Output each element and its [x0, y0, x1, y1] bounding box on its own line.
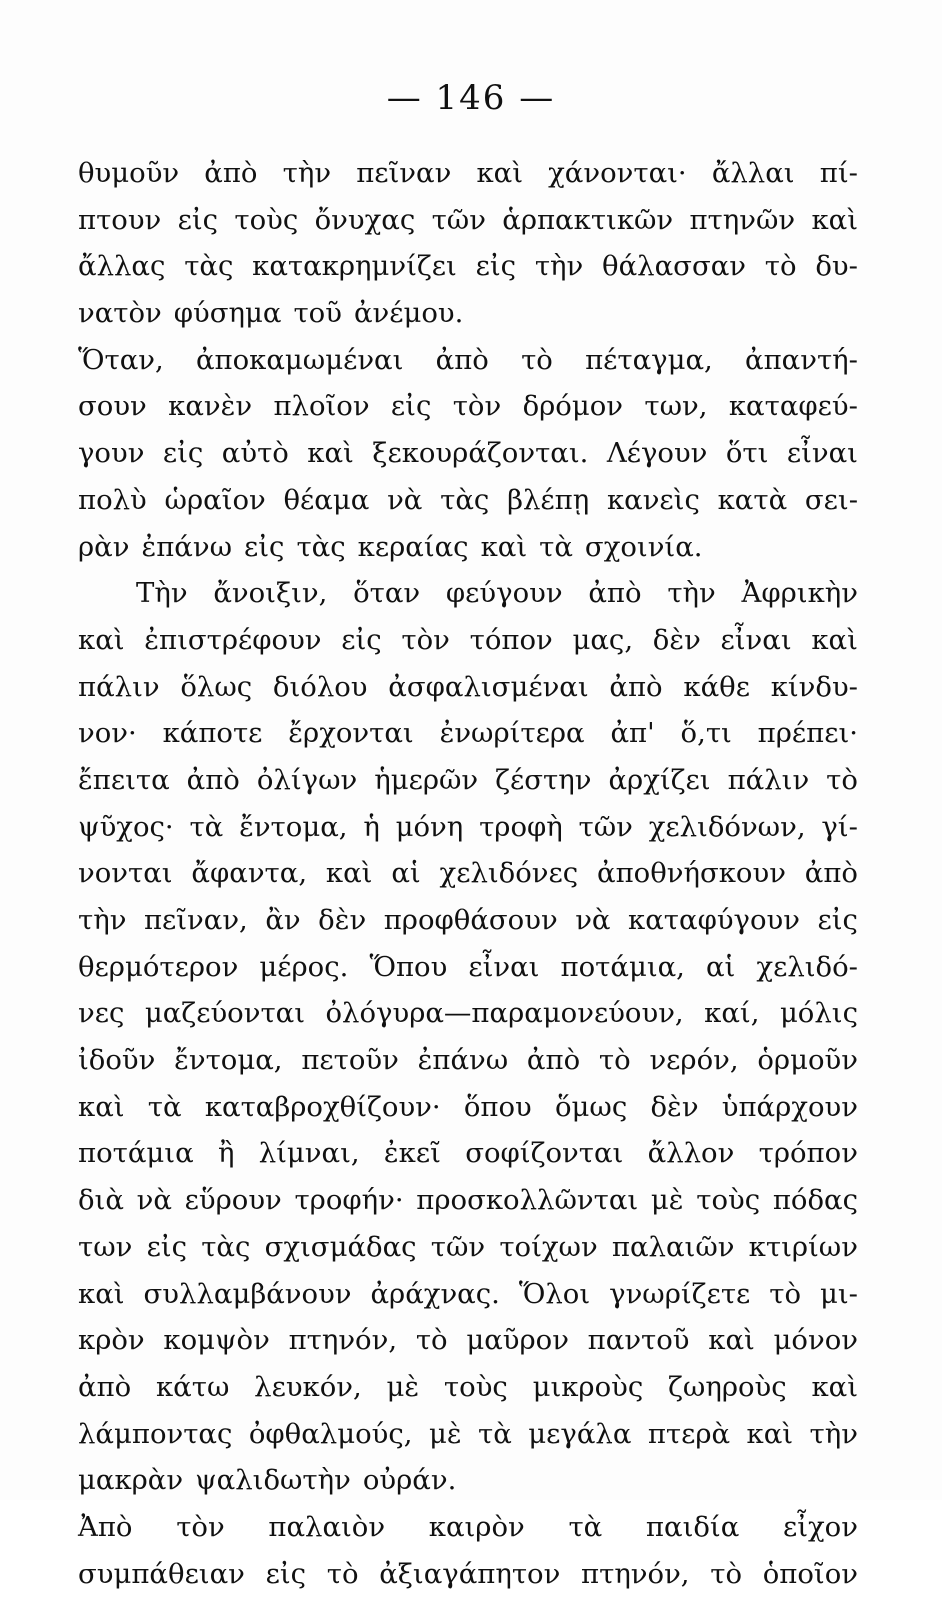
word: αὐτὸ [221, 437, 289, 470]
word: νον· [78, 717, 137, 750]
word: ὀφθαλμούς, [248, 1417, 413, 1450]
word: προφθάσουν [383, 904, 558, 936]
word: ὀλίγων [256, 763, 358, 796]
text-line [78, 1130, 858, 1177]
word: θέαμα [283, 483, 370, 516]
word: δὲν [318, 904, 367, 936]
word: ἐνωρίτερα [439, 717, 585, 750]
word: πάλιν [727, 763, 810, 796]
word: ἄλλαι [711, 157, 795, 189]
word: παντοῦ [587, 1324, 690, 1357]
word: ἀπὸ [526, 1044, 581, 1077]
word: πετοῦν [301, 1044, 399, 1077]
word: μέρος. [259, 950, 349, 983]
word: τὰς [184, 250, 234, 283]
word: χελιδόνων, [648, 810, 806, 843]
word: εἶχον [782, 1510, 858, 1543]
word: νερόν, [649, 1044, 739, 1077]
word: τῶν [431, 203, 486, 236]
word: ἄφαντα, [191, 857, 308, 890]
word: ὅλως [180, 670, 253, 703]
word: ζέστην [495, 763, 592, 796]
word: ἐπάνω [417, 1044, 509, 1077]
word: ζωηροὺς [668, 1370, 787, 1403]
text-line [78, 617, 858, 664]
word: των, [644, 390, 708, 423]
word: πτηνόν, [581, 1557, 690, 1590]
word: γί- [821, 810, 858, 843]
word: τὴν [282, 157, 332, 189]
word: Ὅλοι [518, 1277, 591, 1310]
word: τὸ [764, 250, 797, 283]
word: δρόμον [522, 390, 624, 423]
word: μόνη [395, 810, 464, 843]
text-line [78, 1271, 858, 1318]
word: τὸ [710, 1557, 743, 1590]
word: τὴν [534, 250, 584, 283]
word: Τὴν [136, 577, 188, 610]
word: τὰ [478, 1417, 512, 1450]
word: ὅ,τι [680, 717, 732, 750]
word: ἀπὸ [78, 1370, 132, 1403]
word: τὰς [440, 483, 490, 516]
word: καιρὸν [428, 1510, 525, 1543]
word: πεῖναν, [143, 904, 248, 936]
text-line [78, 1551, 858, 1597]
word: καταφεύ- [728, 390, 858, 423]
word: πέταγμα, [585, 343, 713, 376]
word: κάποτε [162, 717, 263, 750]
word: τροφήν· [294, 1184, 404, 1217]
word: τὰς [201, 1230, 251, 1263]
text-line [78, 1037, 858, 1084]
word: κίνδυ- [770, 670, 858, 703]
word: μαζεύονται [144, 997, 306, 1030]
text-line [78, 1364, 858, 1411]
word: τῶν [578, 810, 633, 843]
word: βλέπῃ [507, 483, 590, 516]
word: εἶναι [786, 437, 858, 470]
word: ἄλλας [78, 250, 166, 283]
text-line [78, 524, 858, 571]
word: τὸν [176, 1510, 225, 1543]
text-line [78, 1084, 858, 1131]
word: μὲ [650, 1184, 684, 1217]
word: θάλασσαν [602, 250, 747, 283]
word: τροφὴ [479, 810, 563, 843]
word: προσκολλῶνται [416, 1184, 639, 1217]
word: θυμοῦν [78, 157, 180, 189]
word: μὲ [428, 1417, 462, 1450]
word: σει- [804, 483, 858, 516]
word: τὴν [809, 1417, 858, 1450]
word: καὶ [811, 1370, 858, 1403]
word: αἱ [391, 857, 421, 890]
word: κομψὸν [163, 1324, 270, 1357]
word: μαῦρον [466, 1324, 569, 1357]
word: ἁρπακτικῶν [502, 203, 674, 236]
word: τρόπον [758, 1137, 858, 1170]
word: καὶ [476, 157, 523, 189]
word: ἢ [217, 1137, 235, 1170]
word: συμπάθειαν [78, 1557, 245, 1590]
word: καὶ [78, 1277, 125, 1310]
page-number: — 146 — [386, 78, 556, 118]
word: ἀπὸ [204, 157, 258, 189]
word: μικροὺς [532, 1370, 644, 1403]
text-line [78, 1504, 858, 1551]
word: ὁρμοῦν [757, 1044, 858, 1077]
word: εἰς [146, 1230, 187, 1263]
word: καὶ [708, 1324, 755, 1357]
word: ἀράχνας. [370, 1277, 500, 1310]
word: ἀπὸ [804, 857, 858, 890]
word: μακρὰν [78, 1464, 184, 1497]
word: χάνονται· [548, 157, 687, 189]
word: τοὺς [234, 203, 299, 236]
word: καὶ [811, 203, 858, 236]
word: ἡ [363, 810, 380, 843]
word: λάμποντας [78, 1417, 233, 1450]
word: τοὺς [696, 1184, 761, 1217]
word: ὅμως [555, 1090, 628, 1123]
word: ὁποῖον [762, 1557, 858, 1590]
word: εἰς [341, 623, 382, 656]
word: σοφίζονται [465, 1137, 624, 1170]
word: ὀλόγυρα—παραμονεύουν, [325, 997, 684, 1030]
word: μεγάλα [528, 1417, 632, 1450]
word: πόδας [772, 1184, 858, 1217]
word: ἄνοιξιν, [213, 577, 328, 610]
word: κεραίας [357, 530, 469, 563]
word: νες [78, 997, 125, 1030]
word: νονται [78, 857, 173, 890]
text-line [78, 337, 858, 384]
word: τόπον [469, 623, 553, 656]
text-line [78, 990, 858, 1037]
word: τὸ [415, 1324, 448, 1357]
text-line [78, 290, 858, 337]
text-line [78, 710, 858, 757]
word: νὰ [136, 1184, 172, 1217]
word: εἰς [244, 530, 285, 563]
word: τὰς [296, 530, 346, 563]
word: ὑπάρχουν [721, 1090, 858, 1123]
word: θερμότερον [78, 950, 239, 983]
word: εἰς [475, 250, 517, 283]
text-line [78, 1177, 858, 1224]
word: τὸ [826, 763, 858, 796]
word: ὅταν [353, 577, 421, 610]
word: λίμναι, [258, 1137, 360, 1170]
text-line [78, 150, 858, 197]
word: δὲν [650, 1090, 699, 1123]
text-line [78, 197, 858, 244]
text-line [78, 897, 858, 944]
word: μὲ [386, 1370, 420, 1403]
word: Ὅπου [369, 950, 448, 983]
word: ἐπάνω [141, 530, 233, 563]
word: εἶναι [468, 950, 540, 983]
word: αἱ [705, 950, 736, 983]
word: καὶ [78, 1090, 125, 1123]
word: ἀπ' [610, 717, 655, 750]
word: εὕρουν [184, 1184, 282, 1217]
body-text [78, 150, 858, 1597]
text-line [78, 1224, 858, 1271]
word: πτερὰ [647, 1417, 731, 1450]
word: ἡμερῶν [374, 763, 479, 796]
word: τὸ [769, 1277, 802, 1310]
word: φύσημα [173, 297, 282, 330]
word: τῶν [430, 1230, 486, 1263]
word: εἰς [162, 437, 204, 470]
word: τοίχων [499, 1230, 598, 1263]
word: καταφύγουν [628, 904, 800, 936]
word: γνωρίζετε [609, 1277, 751, 1310]
text-line [78, 757, 858, 804]
word: τὰ [147, 1090, 182, 1123]
text-line [78, 1457, 858, 1504]
word: ἔπειτα [78, 763, 170, 796]
word: τὸ [598, 1044, 631, 1077]
word: ψαλιδωτὴν [195, 1464, 351, 1497]
word: σουν [78, 390, 147, 423]
word: ποτάμια [78, 1137, 194, 1170]
word: κάτω [155, 1370, 230, 1403]
word: κρὸν [78, 1324, 145, 1357]
word: ὅτι [725, 437, 769, 470]
word: καταβροχθίζουν· [204, 1090, 441, 1123]
word: πάλιν [78, 670, 160, 703]
word: τοῦ [293, 297, 342, 330]
word: εἰς [265, 1557, 307, 1590]
word: ὅπου [463, 1090, 532, 1123]
word: ἀπαντή- [745, 343, 858, 376]
word: γουν [78, 437, 145, 470]
word: παιδία [645, 1510, 740, 1543]
word: νὰ [575, 904, 611, 936]
text-line [78, 850, 858, 897]
word: συλλαμβάνουν [143, 1277, 352, 1310]
word: καὶ [307, 437, 354, 470]
text-line [78, 477, 858, 524]
text-line [78, 944, 858, 991]
word: ἰδοῦν [78, 1044, 156, 1077]
word: τὸ [521, 343, 553, 376]
word: εἶναι [720, 623, 792, 656]
word: οὐράν. [362, 1464, 457, 1497]
word: πτηνῶν [689, 203, 796, 236]
word: δὲν [652, 623, 701, 656]
word: δυ- [815, 250, 858, 283]
word: ἀποκαμωμέναι [195, 343, 404, 376]
word: μας, [572, 623, 634, 656]
word: πτουν [78, 203, 162, 236]
word: κατὰ [717, 483, 788, 516]
word: εἰς [817, 904, 858, 936]
word: ἀπὸ [609, 670, 663, 703]
word: ἔντομα, [239, 810, 348, 843]
word: τὸ [326, 1557, 359, 1590]
word: καὶ [811, 623, 858, 656]
word: νατὸν [78, 297, 162, 330]
word: τὰ [189, 810, 224, 843]
word: ψῦχος· [78, 810, 174, 843]
word: καὶ [746, 1417, 794, 1450]
word: τὸν [452, 390, 502, 423]
word: ἀξιαγάπητον [379, 1557, 561, 1590]
word: πεῖναν [356, 157, 452, 189]
word: φεύγουν [445, 577, 563, 610]
text-line [78, 243, 858, 290]
word: Ἀπὸ [78, 1510, 133, 1543]
word: ἀποθνήσκουν [597, 857, 786, 890]
word: καὶ [480, 530, 528, 563]
word: μόλις [779, 997, 858, 1030]
word: παλαιὸν [268, 1510, 386, 1543]
word: χελιδό- [756, 950, 858, 983]
text-line [78, 383, 858, 430]
word: ἀσφαλισμέναι [388, 670, 589, 703]
word: πρέπει· [757, 717, 858, 750]
word: κτιρίων [748, 1230, 858, 1263]
word: Λέγουν [606, 437, 708, 470]
word: καί, [704, 997, 760, 1030]
text-line [78, 1317, 858, 1364]
word: εἰς [177, 203, 219, 236]
word: πτηνόν, [288, 1324, 398, 1357]
word: μι- [820, 1277, 858, 1310]
word: σχισμάδας [264, 1230, 417, 1263]
word: ἀνέμου. [353, 297, 464, 330]
word: ὄνυχας [314, 203, 416, 236]
word: τὴν [78, 904, 127, 936]
word: ὡραῖον [164, 483, 266, 516]
word: τὰ [539, 530, 573, 563]
word: ἂν [265, 904, 301, 936]
word: τὸν [401, 623, 450, 656]
text-line [78, 804, 858, 851]
word: καὶ [325, 857, 373, 890]
word: ρὰν [78, 530, 130, 563]
word: τὴν [667, 577, 716, 610]
text-line [78, 664, 858, 711]
word: ἔντομα, [174, 1044, 283, 1077]
word: ἔρχονται [288, 717, 414, 750]
text-line [78, 1411, 858, 1458]
word: διόλου [272, 670, 368, 703]
word: νὰ [387, 483, 423, 516]
text-line [78, 430, 858, 477]
word: ἀρχίζει [608, 763, 711, 796]
word: τοὺς [443, 1370, 508, 1403]
word: πί- [819, 157, 858, 189]
word: ἀπὸ [435, 343, 489, 376]
word: κανεὶς [606, 483, 700, 516]
word: σχοινία. [584, 530, 703, 563]
word: πλοῖον [273, 390, 370, 423]
word: χελιδόνες [439, 857, 579, 890]
word: ποτάμια, [560, 950, 685, 983]
word: των [78, 1230, 133, 1263]
word: ἀπὸ [186, 763, 240, 796]
word: καὶ [78, 623, 125, 656]
word: ἀπὸ [588, 577, 642, 610]
word: διὰ [78, 1184, 124, 1217]
word: Ἀφρικὴν [741, 577, 858, 610]
word: ἐπιστρέφουν [144, 623, 322, 656]
word: πολὺ [78, 483, 147, 516]
word: ἄλλον [647, 1137, 735, 1170]
word: κανὲν [168, 390, 253, 423]
word: τὰ [568, 1510, 603, 1543]
word: εἰς [390, 390, 432, 423]
word: κάθε [683, 670, 750, 703]
word: Ὅταν, [78, 343, 164, 376]
word: μόνον [773, 1324, 858, 1357]
word: λευκόν, [254, 1370, 362, 1403]
word: παλαιῶν [611, 1230, 735, 1263]
text-line [78, 570, 858, 617]
word: κατακρημνίζει [252, 250, 457, 283]
word: ξεκουράζονται. [372, 437, 589, 470]
word: ἐκεῖ [383, 1137, 441, 1170]
